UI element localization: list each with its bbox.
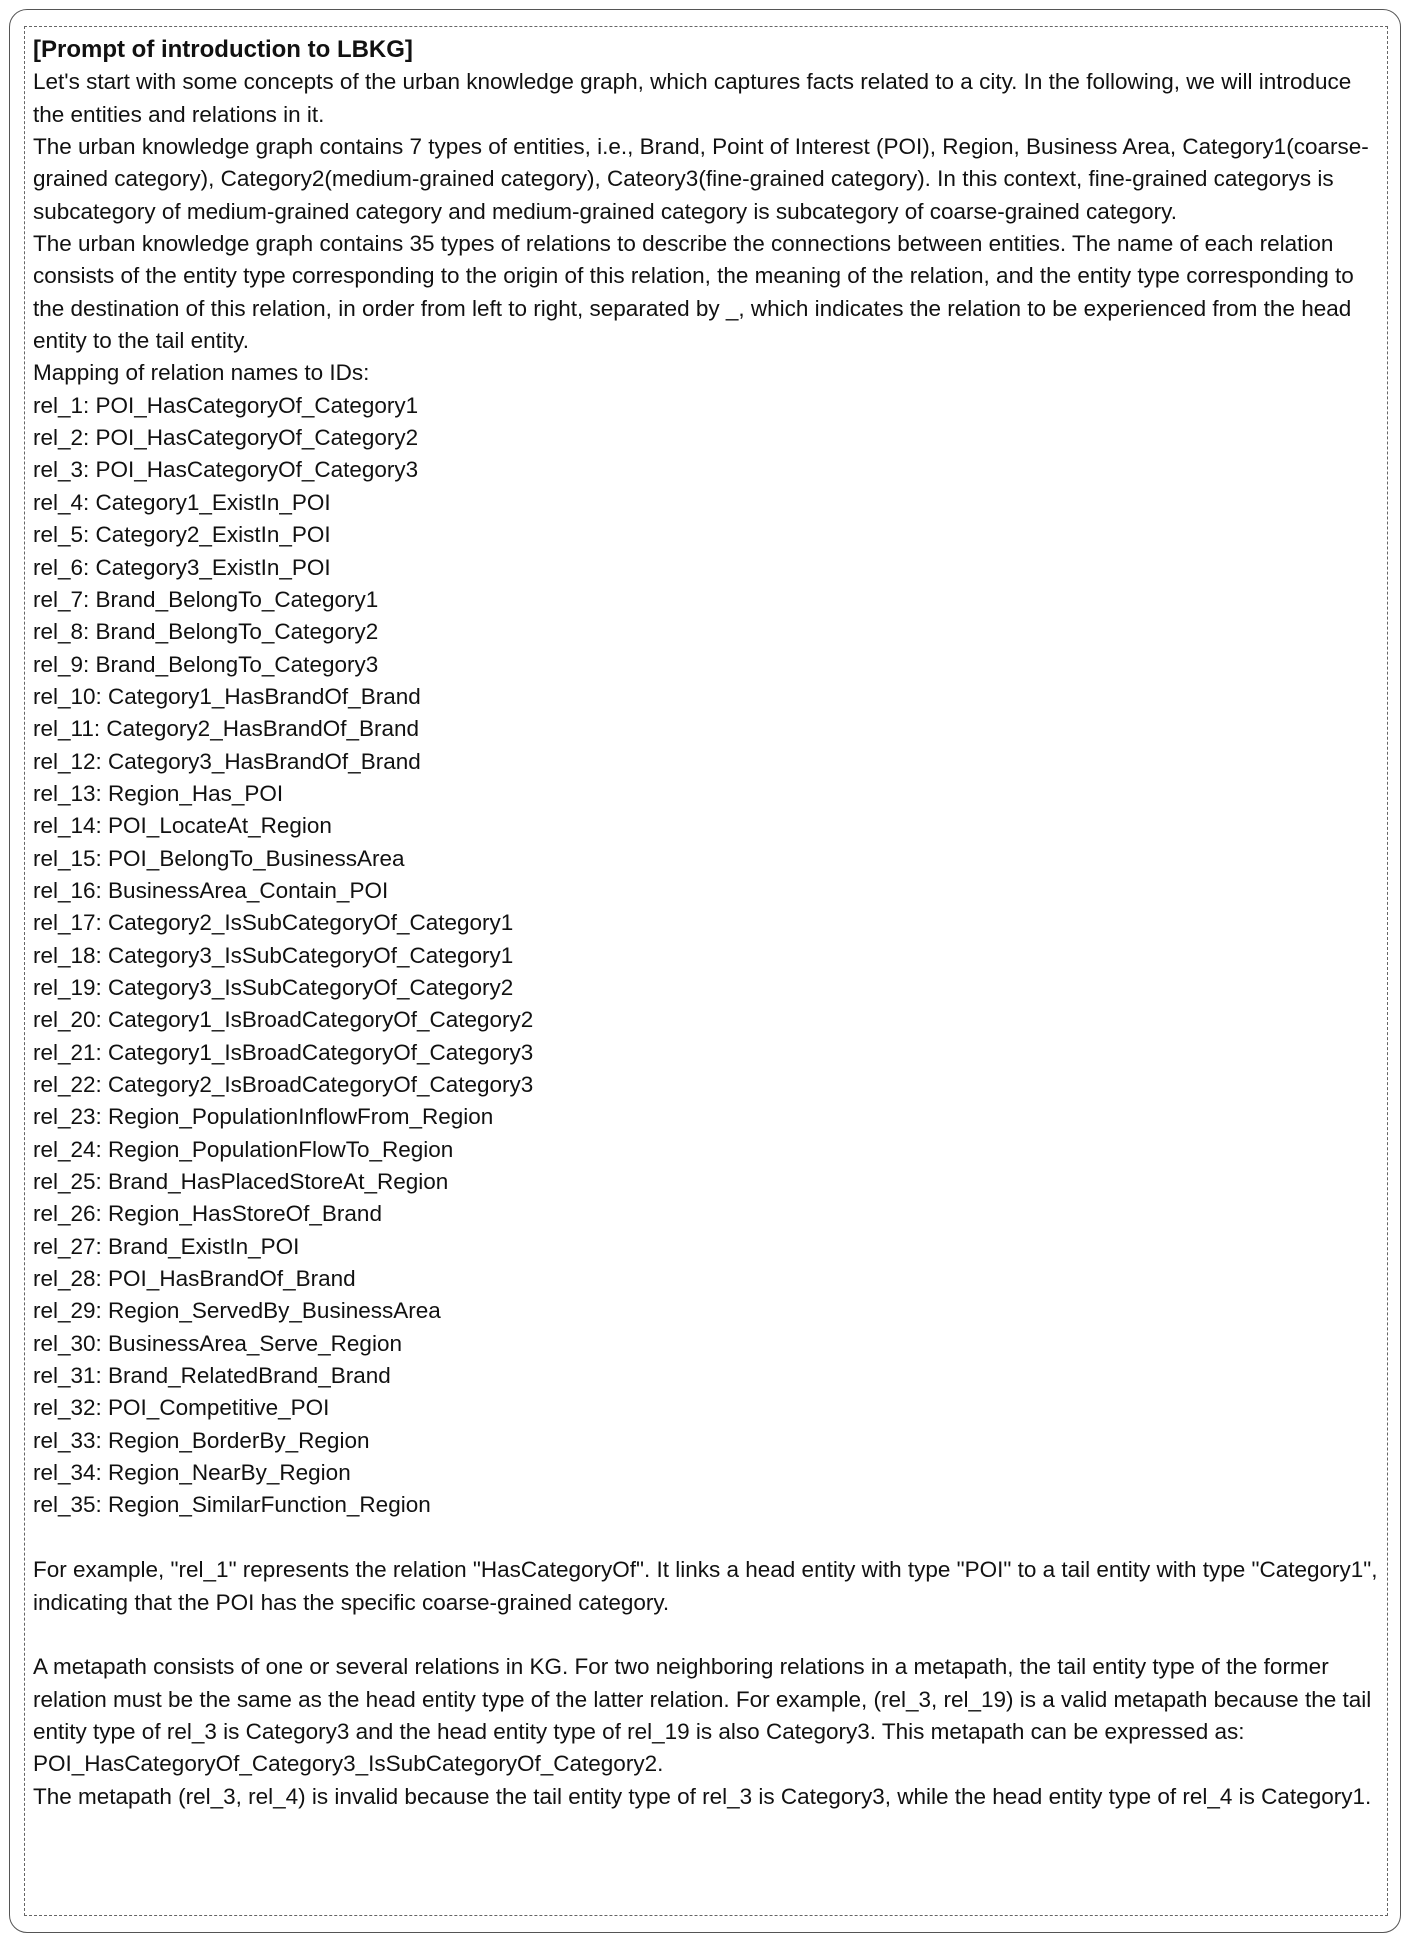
relation-item: rel_32: POI_Competitive_POI — [33, 1395, 330, 1421]
relation-item: rel_13: Region_Has_POI — [33, 780, 284, 806]
relation-item: rel_29: Region_ServedBy_BusinessArea — [33, 1298, 441, 1324]
relation-item: rel_26: Region_HasStoreOf_Brand — [33, 1201, 382, 1227]
spacer — [33, 1522, 1385, 1554]
spacer — [33, 1619, 1385, 1651]
prompt-content — [33, 34, 1385, 1813]
intro-paragraph: Let's start with some concepts of the urban knowledge graph, which captures facts related to a city. In the following, we will introduce the entities and relations in it. — [33, 69, 1352, 127]
relation-item: rel_1: POI_HasCategoryOf_Category1 — [33, 392, 419, 418]
relation-item: rel_30: BusinessArea_Serve_Region — [33, 1330, 402, 1356]
relation-item: rel_27: Brand_ExistIn_POI — [33, 1233, 300, 1259]
relations-paragraph: The urban knowledge graph contains 35 types of relations to describe the connections between entities. The name of each relation consists of the entity type corresponding to the origin of this relation, the meaning of the relation, and the entity type corresponding to the destination of this relation, in order from left to right, separated by _, which indicates the relation to be experienced from the head entity to the tail entity. — [33, 231, 1354, 354]
mapping-header: Mapping of relation names to IDs: — [33, 360, 370, 386]
relation-item: rel_33: Region_BorderBy_Region — [33, 1427, 370, 1453]
relation-item: rel_3: POI_HasCategoryOf_Category3 — [33, 457, 419, 483]
relation-item: rel_5: Category2_ExistIn_POI — [33, 522, 331, 548]
relation-item: rel_9: Brand_BelongTo_Category3 — [33, 651, 379, 677]
relation-item: rel_17: Category2_IsSubCategoryOf_Category1 — [33, 910, 514, 936]
relation-item: rel_22: Category2_IsBroadCategoryOf_Category3 — [33, 1072, 534, 1097]
relation-item: rel_7: Brand_BelongTo_Category1 — [33, 586, 379, 612]
relation-item: rel_34: Region_NearBy_Region — [33, 1460, 351, 1486]
relation-item: rel_28: POI_HasBrandOf_Brand — [33, 1266, 356, 1292]
entities-paragraph: The urban knowledge graph contains 7 types of entities, i.e., Brand, Point of Interest (POI), Region, Business Area, Category1(coarse-grained category), Category2(medium-grained category), Cateory3(fine-grained category). In this context, fine-grained categorys is subcategory of medium-grained category and medium-grained category is subcategory of coarse-grained category. — [33, 134, 1369, 224]
relation-item: rel_16: BusinessArea_Contain_POI — [33, 877, 389, 903]
relation-item: rel_6: Category3_ExistIn_POI — [33, 554, 331, 580]
relation-item: rel_20: Category1_IsBroadCategoryOf_Category2 — [33, 1007, 534, 1033]
relation-list — [33, 390, 1385, 1522]
relation-item: rel_23: Region_PopulationInflowFrom_Region — [33, 1104, 494, 1130]
relation-item: rel_2: POI_HasCategoryOf_Category2 — [33, 425, 419, 451]
relation-item: rel_19: Category3_IsSubCategoryOf_Category2 — [33, 974, 514, 1000]
invalid-metapath-paragraph: The metapath (rel_3, rel_4) is invalid because the tail entity type of rel_3 is Category3, while the head entity type of rel_4 is Category1. — [33, 1783, 1372, 1809]
relation-item: rel_24: Region_PopulationFlowTo_Region — [33, 1136, 454, 1162]
metapath-paragraph: A metapath consists of one or several relations in KG. For two neighboring relations in a metapath, the tail entity type of the former relation must be the same as the head entity type of the latter relation. For example, (rel_3, rel_19) is a valid metapath because the tail entity type of rel_3 is Category3 and the head entity type of rel_19 is also Category3. This metapath can be expressed as: POI_HasCategoryOf_Category3_IsSubCategoryOf_Category2. — [33, 1654, 1372, 1777]
relation-item: rel_31: Brand_RelatedBrand_Brand — [33, 1363, 391, 1389]
relation-item: rel_18: Category3_IsSubCategoryOf_Category1 — [33, 942, 514, 968]
relation-item: rel_11: Category2_HasBrandOf_Brand — [33, 716, 420, 742]
relation-item: rel_8: Brand_BelongTo_Category2 — [33, 619, 379, 645]
relation-item: rel_10: Category1_HasBrandOf_Brand — [33, 683, 421, 709]
relation-item: rel_12: Category3_HasBrandOf_Brand — [33, 748, 421, 774]
relation-item: rel_4: Category1_ExistIn_POI — [33, 489, 331, 515]
example-paragraph: For example, "rel_1" represents the relation "HasCategoryOf". It links a head entity with type "POI" to a tail entity with type "Category1", indicating that the POI has the specific coarse-grained category. — [33, 1557, 1378, 1615]
relation-item: rel_14: POI_LocateAt_Region — [33, 813, 332, 839]
relation-item: rel_35: Region_SimilarFunction_Region — [33, 1492, 431, 1518]
relation-item: rel_25: Brand_HasPlacedStoreAt_Region — [33, 1169, 449, 1195]
relation-item: rel_21: Category1_IsBroadCategoryOf_Category3 — [33, 1039, 534, 1065]
relation-item: rel_15: POI_BelongTo_BusinessArea — [33, 845, 405, 871]
prompt-title: [Prompt of introduction to LBKG] — [33, 36, 413, 63]
